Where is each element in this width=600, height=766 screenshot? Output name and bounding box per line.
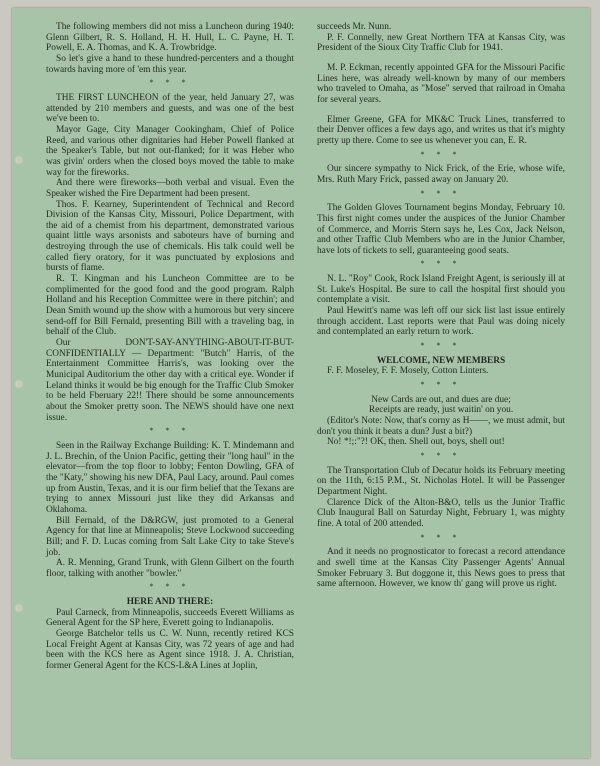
newsletter-page [12, 8, 590, 758]
paragraph: A. R. Menning, Grand Trunk, with Glenn Gilbert on the fourth floor, talking with another "bowler." [46, 558, 294, 579]
paragraph: F. F. Moseley, F. F. Mosely, Cotton Linters. [327, 366, 489, 377]
binder-hole [15, 156, 23, 164]
paragraph: Elmer Greene, GFA for MK&C Truck Lines, transferred to their Denver offices a few days ago, and writes us that it's mighty pretty up there. Come to see us whenever you can, E. R. [317, 114, 565, 146]
paragraph: Our sincere sympathy to Nick Frick, of the Erie, whose wife, Mrs. Ruth Mary Frick, passed away on January 20. [317, 164, 565, 185]
paragraph: Paul Hewitt's name was left off our sick list last issue entirely through accident. Last reports were that Paul was doing nicely and contemplated an early return to work. [317, 306, 565, 338]
right-column [317, 22, 565, 590]
paragraph: R. T. Kingman and his Luncheon Committee are to be complimented for the good food and the good program. Ralph Holland and his Reception Committee were in there pitchin'; and Dean Smith wound up the show with a humorous but very sincere send-off for Bill Fernald, presenting Bill with a traveling bag, in behalf of the Club. [46, 274, 294, 338]
paragraph: Bill Fernald, of the D&RGW, just promoted to a General Agency for that line at Minneapolis; Steve Lockwood succeeding Bill; and F. D. Lucas coming from Salt Lake City to take Steve's job. [46, 515, 294, 558]
paragraph: (Editor's Note: Now, that's corny as H——, we must admit, but don't you think it beats a dun? Just a bit?) [317, 416, 565, 437]
paragraph: The Golden Gloves Tournament begins Monday, February 10. This first night comes under the auspices of the Junior Chamber of Commerce, and Morris Stern says he, Les Cox, Jack Nelson, and other Traffic Club Members who are in the Junior Chamber, have lots of tickets to sell, guaranteeing good seats. [317, 203, 565, 256]
separator-stars: * * * [420, 149, 462, 159]
paragraph: Seen in the Railway Exchange Building: K. T. Mindemann and J. L. Brechin, of the Union Pacific, getting their "long haul" in the elevator—from the top floor to lobby; Fenton Dowling, GFA of the "Katy," showing his new DFA, Paul Lacy, around. Paul comes up from Austin, Texas, and it is our firm belief that the Texans are trying to annex Missouri just like they did Arkansas and Oklahoma. [46, 440, 294, 515]
spacer [317, 54, 565, 63]
paragraph: And it needs no prognosticator to forecast a record attendance and swell time at the Kansas City Passenger Agents' Annual Smoker February 3. But doggone it, this News goes to press that same afternoon. However, we know th' gang will prove us right. [317, 547, 565, 590]
paragraph: George Batchelor tells us C. W. Nunn, recently retired KCS Local Freight Agent at Kansas City, was 72 years of age and had been with the KCS here as Agent since 1918. J. A. Christian, former General Agent for the KCS-L&A Lines at Joplin, [46, 629, 294, 672]
separator-stars: * * * [420, 450, 462, 460]
separator-stars: * * * [149, 78, 191, 88]
separator-stars: * * * [149, 582, 191, 592]
paragraph: And there were fireworks—both verbal and visual. Even the Speaker wished the Fire Department had been present. [46, 178, 294, 199]
paragraph: Our DON'T-SAY-ANYTHING-ABOUT-IT-BUT-CONFIDENTIALLY — Department: "Butch" Harris, of the Entertainment Committee Harris's, was looking over the Municipal Auditorium the other day with a critical eye. Wonder if Leland thinks it would be big enough for the Traffic Club Smoker to be held Fberuary 22!! There should be some announcements about the Smoker pretty soon. The NEWS should have one next issue. [46, 338, 294, 423]
paragraph: The Transportation Club of Decatur holds its February meeting on the 11th, 6:15 P.M., St. Nicholas Hotel. It will be Passenger Department Night. [317, 465, 565, 497]
binder-hole [15, 604, 23, 612]
separator-stars: * * * [420, 532, 462, 542]
left-column [46, 22, 294, 672]
paragraph: THE FIRST LUNCHEON of the year, held January 27, was attended by 210 members and guests, and was one of the best we've been to. [46, 92, 294, 125]
section-heading: WELCOME, NEW MEMBERS [376, 355, 506, 366]
paragraph: So let's give a hand to these hundred-percenters and a thought towards having more of 'em this year. [46, 53, 294, 75]
verse-line: Receipts are ready, just waitin' on you. [368, 405, 514, 416]
paragraph: Paul Carneck, from Minneapolis, succeeds Everett Williams as General Agent for the SP here, Everett going to Indianapolis. [46, 607, 294, 629]
spacer [317, 106, 565, 115]
paragraph: The following members did not miss a Luncheon during 1940: Glenn Gilbert, R. S. Holland, H. H. Hull, L. C. Payne, H. T. Powell, E. A. Thomas, and K. A. Trowbridge. [46, 22, 294, 54]
paragraph: N. L. "Roy" Cook, Rock Island Freight Agent, is seriously ill at St. Luke's Hospital. Be sure to call the hospital first should you contemplate a visit. [317, 274, 565, 306]
separator-stars: * * * [420, 380, 462, 390]
paragraph: Mayor Gage, City Manager Cookingham, Chief of Police Reed, and various other dignitaries had Heber Powell flanked at the Speaker's Table, but not out-flanked; for it was Heber who was givin' orders when the closed boys moved the table to make way for the fireworks. [46, 124, 294, 178]
separator-stars: * * * [420, 188, 462, 198]
paragraph: Clarence Dick of the Alton-B&O, tells us the Junior Traffic Club Inaugural Ball on Saturday Night, February 1, was mighty fine. A total of 200 attended. [317, 497, 565, 529]
paragraph: No! *!;:"?! OK, then. Shell out, boys, shell out! [327, 437, 505, 448]
section-heading: HERE AND THERE: [126, 597, 214, 608]
separator-stars: * * * [420, 341, 462, 351]
paragraph: succeeds Mr. Nunn. [317, 22, 392, 32]
separator-stars: * * * [149, 426, 191, 436]
paragraph: Thos. F. Kearney, Superintendent of Technical and Record Division of the Kansas City, Missouri, Police Department, with the aid of a chemist from his department, demonstrated various quaint little ways arsonists and saboteurs have of burning and destroying through the use of chemicals. His talk could well be called fiery oratory, for it was punctuated by explosions and bursts of flame. [46, 199, 294, 274]
paragraph: P. F. Connelly, new Great Northern TFA at Kansas City, was President of the Sioux City Traffic Club for 1941. [317, 32, 565, 54]
verse-line: New Cards are out, and dues are due; [371, 394, 511, 405]
separator-stars: * * * [420, 259, 462, 269]
paragraph: M. P. Eckman, recently appointed GFA for the Missouri Pacific Lines here, was already well-known by many of our members who traveled to Omaha, as "Mose" served that railroad in Omaha for several years. [317, 62, 565, 105]
binder-hole [15, 380, 23, 388]
